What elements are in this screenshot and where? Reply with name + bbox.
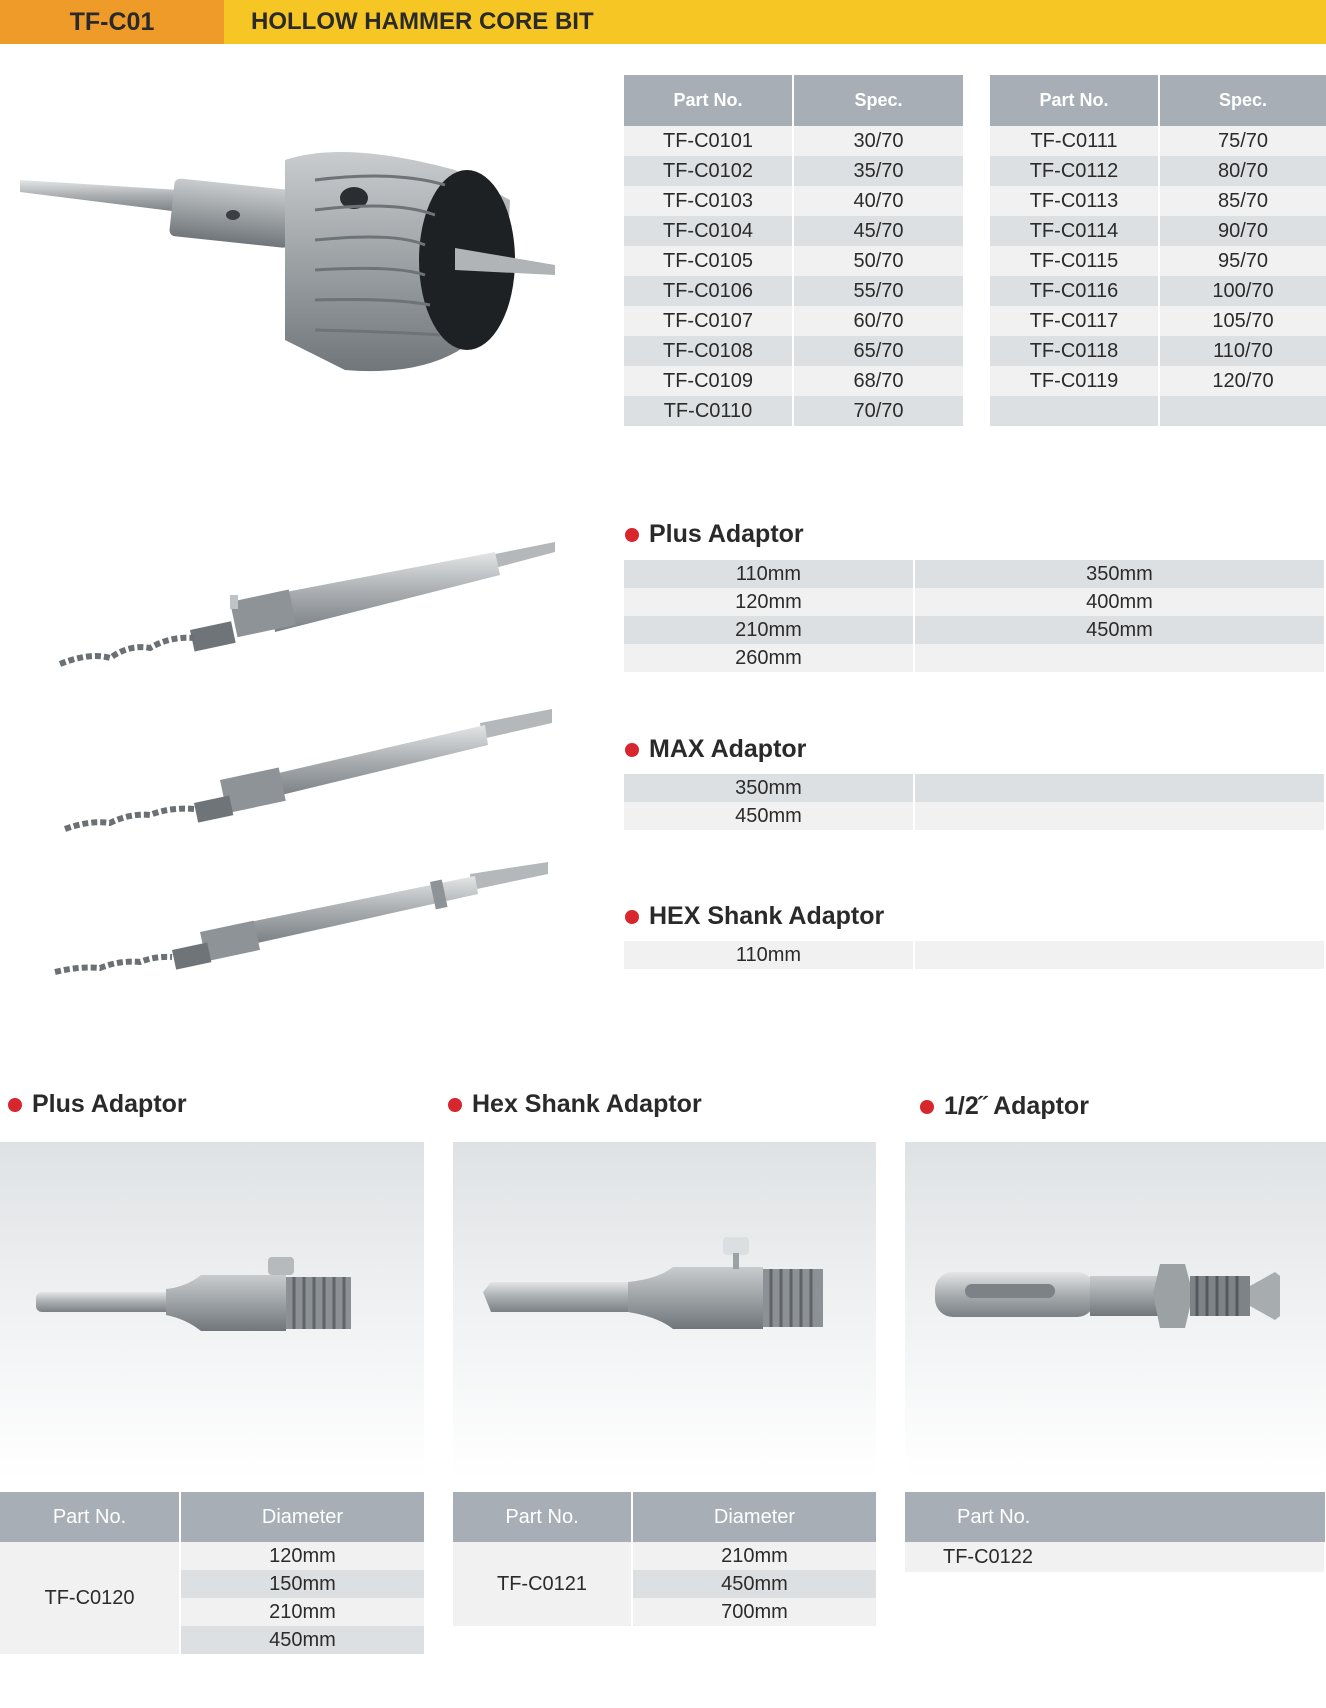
page-title: HOLLOW HAMMER CORE BIT xyxy=(251,8,594,35)
part-no-cell: TF-C0111 xyxy=(990,126,1159,156)
part-no-cell: TF-C0112 xyxy=(990,156,1159,186)
half-inch-adaptor-photo xyxy=(935,1242,1305,1352)
table-row xyxy=(990,336,1326,366)
table-row xyxy=(624,396,963,426)
half-inch-adaptor-part-table xyxy=(905,1492,1326,1572)
table-row xyxy=(624,941,1325,969)
table-row xyxy=(990,126,1326,156)
spec-cell: 85/70 xyxy=(1159,186,1326,216)
table-row xyxy=(990,276,1326,306)
bullet-icon xyxy=(8,1098,22,1112)
table-row xyxy=(624,276,963,306)
spec-cell: 70/70 xyxy=(793,396,963,426)
length-cell: 110mm xyxy=(624,560,914,588)
length-cell: 450mm xyxy=(624,802,914,830)
empty-cell xyxy=(914,774,1325,802)
spec-cell: 120/70 xyxy=(1159,366,1326,396)
part-no-cell: TF-C0118 xyxy=(990,336,1159,366)
table-row xyxy=(624,126,963,156)
bottom-hex-adaptor-title: Hex Shank Adaptor xyxy=(448,1090,702,1119)
table-row xyxy=(624,306,963,336)
hex-adaptor-table xyxy=(624,941,1326,969)
part-no-cell: TF-C0102 xyxy=(624,156,793,186)
part-no-cell: TF-C0101 xyxy=(624,126,793,156)
part-no-header: Part No. xyxy=(905,1492,1325,1542)
spec-cell: 35/70 xyxy=(793,156,963,186)
part-no-cell: TF-C0105 xyxy=(624,246,793,276)
spec-cell: 95/70 xyxy=(1159,246,1326,276)
part-no-cell: TF-C0122 xyxy=(905,1542,1325,1572)
table-row xyxy=(624,216,963,246)
part-no-cell: TF-C0108 xyxy=(624,336,793,366)
diameter-cell: 150mm xyxy=(180,1570,424,1598)
part-no-cell: TF-C0106 xyxy=(624,276,793,306)
length-cell: 400mm xyxy=(914,588,1325,616)
diameter-cell: 450mm xyxy=(180,1626,424,1654)
length-cell xyxy=(914,644,1325,672)
half-inch-adaptor-photo-panel xyxy=(905,1142,1326,1478)
spec-cell: 100/70 xyxy=(1159,276,1326,306)
bullet-icon xyxy=(625,910,639,924)
spec-cell: 105/70 xyxy=(1159,306,1326,336)
part-no-cell: TF-C0109 xyxy=(624,366,793,396)
length-cell: 110mm xyxy=(624,941,914,969)
table-row xyxy=(990,306,1326,336)
part-no-cell: TF-C0117 xyxy=(990,306,1159,336)
empty-cell xyxy=(990,396,1159,426)
table-row xyxy=(990,216,1326,246)
part-no-header: Part No. xyxy=(990,75,1159,126)
part-no-cell: TF-C0110 xyxy=(624,396,793,426)
part-no-cell: TF-C0114 xyxy=(990,216,1159,246)
diameter-cell: 700mm xyxy=(632,1598,876,1626)
diameter-header: Diameter xyxy=(632,1492,876,1542)
core-bit-table-left xyxy=(624,75,963,426)
spec-cell: 50/70 xyxy=(793,246,963,276)
diameter-header: Diameter xyxy=(180,1492,424,1542)
length-cell: 120mm xyxy=(624,588,914,616)
product-code: TF-C01 xyxy=(0,0,224,44)
table-row xyxy=(624,366,963,396)
table-row xyxy=(624,588,1325,616)
max-adaptor-drill-image xyxy=(60,705,560,835)
plus-adaptor-title: Plus Adaptor xyxy=(625,520,804,549)
spec-cell: 80/70 xyxy=(1159,156,1326,186)
max-adaptor-table xyxy=(624,774,1326,830)
part-no-header: Part No. xyxy=(624,75,793,126)
length-cell: 450mm xyxy=(914,616,1325,644)
hex-adaptor-part-table xyxy=(453,1492,876,1626)
table-row xyxy=(990,156,1326,186)
table-row xyxy=(624,560,1325,588)
bullet-icon xyxy=(448,1098,462,1112)
core-bit-table-right xyxy=(990,75,1326,426)
plus-adaptor-part-table xyxy=(0,1492,424,1654)
part-no-cell: TF-C0113 xyxy=(990,186,1159,216)
diameter-cell: 450mm xyxy=(632,1570,876,1598)
plus-adaptor-drill-image xyxy=(50,540,560,670)
part-no-cell: TF-C0121 xyxy=(453,1542,632,1626)
part-no-cell: TF-C0103 xyxy=(624,186,793,216)
spec-cell: 65/70 xyxy=(793,336,963,366)
table-row xyxy=(624,802,1325,830)
empty-cell xyxy=(914,941,1325,969)
table-row xyxy=(990,246,1326,276)
spec-cell: 110/70 xyxy=(1159,336,1326,366)
table-row xyxy=(453,1542,876,1570)
page-header xyxy=(0,0,1326,44)
hex-shank-adaptor-drill-image xyxy=(50,862,560,982)
table-row xyxy=(624,336,963,366)
part-no-cell: TF-C0120 xyxy=(0,1542,180,1654)
spec-cell: 90/70 xyxy=(1159,216,1326,246)
length-cell: 210mm xyxy=(624,616,914,644)
length-cell: 350mm xyxy=(914,560,1325,588)
spec-cell: 45/70 xyxy=(793,216,963,246)
table-row xyxy=(990,396,1326,426)
part-no-cell: TF-C0107 xyxy=(624,306,793,336)
part-no-cell: TF-C0115 xyxy=(990,246,1159,276)
spec-cell: 40/70 xyxy=(793,186,963,216)
diameter-cell: 120mm xyxy=(180,1542,424,1570)
length-cell: 260mm xyxy=(624,644,914,672)
table-row xyxy=(0,1542,424,1570)
table-row xyxy=(624,774,1325,802)
diameter-cell: 210mm xyxy=(180,1598,424,1626)
part-no-cell: TF-C0119 xyxy=(990,366,1159,396)
core-bit-image xyxy=(15,140,560,380)
bullet-icon xyxy=(625,528,639,542)
spec-cell: 75/70 xyxy=(1159,126,1326,156)
hex-shank-adaptor-photo-panel xyxy=(453,1142,876,1478)
part-no-cell: TF-C0116 xyxy=(990,276,1159,306)
table-row xyxy=(624,186,963,216)
table-row xyxy=(624,156,963,186)
spec-cell: 68/70 xyxy=(793,366,963,396)
table-row xyxy=(990,186,1326,216)
spec-cell: 30/70 xyxy=(793,126,963,156)
table-row xyxy=(624,644,1325,672)
spec-header: Spec. xyxy=(1159,75,1326,126)
table-row xyxy=(624,246,963,276)
plus-adaptor-photo-panel xyxy=(0,1142,424,1478)
spec-cell: 60/70 xyxy=(793,306,963,336)
part-no-header: Part No. xyxy=(453,1492,632,1542)
part-no-header: Part No. xyxy=(0,1492,180,1542)
bullet-icon xyxy=(920,1100,934,1114)
empty-cell xyxy=(914,802,1325,830)
hex-shank-adaptor-photo xyxy=(483,1237,833,1357)
diameter-cell: 210mm xyxy=(632,1542,876,1570)
part-no-cell: TF-C0104 xyxy=(624,216,793,246)
hex-adaptor-title: HEX Shank Adaptor xyxy=(625,902,884,931)
spec-cell: 55/70 xyxy=(793,276,963,306)
plus-adaptor-table xyxy=(624,560,1326,672)
bottom-half-inch-adaptor-title: 1/2˝ Adaptor xyxy=(920,1092,1089,1121)
table-row xyxy=(624,616,1325,644)
empty-cell xyxy=(1159,396,1326,426)
bottom-plus-adaptor-title: Plus Adaptor xyxy=(8,1090,187,1119)
length-cell: 350mm xyxy=(624,774,914,802)
spec-header: Spec. xyxy=(793,75,963,126)
plus-adaptor-photo xyxy=(36,1247,386,1357)
max-adaptor-title: MAX Adaptor xyxy=(625,735,806,764)
bullet-icon xyxy=(625,743,639,757)
table-row xyxy=(990,366,1326,396)
